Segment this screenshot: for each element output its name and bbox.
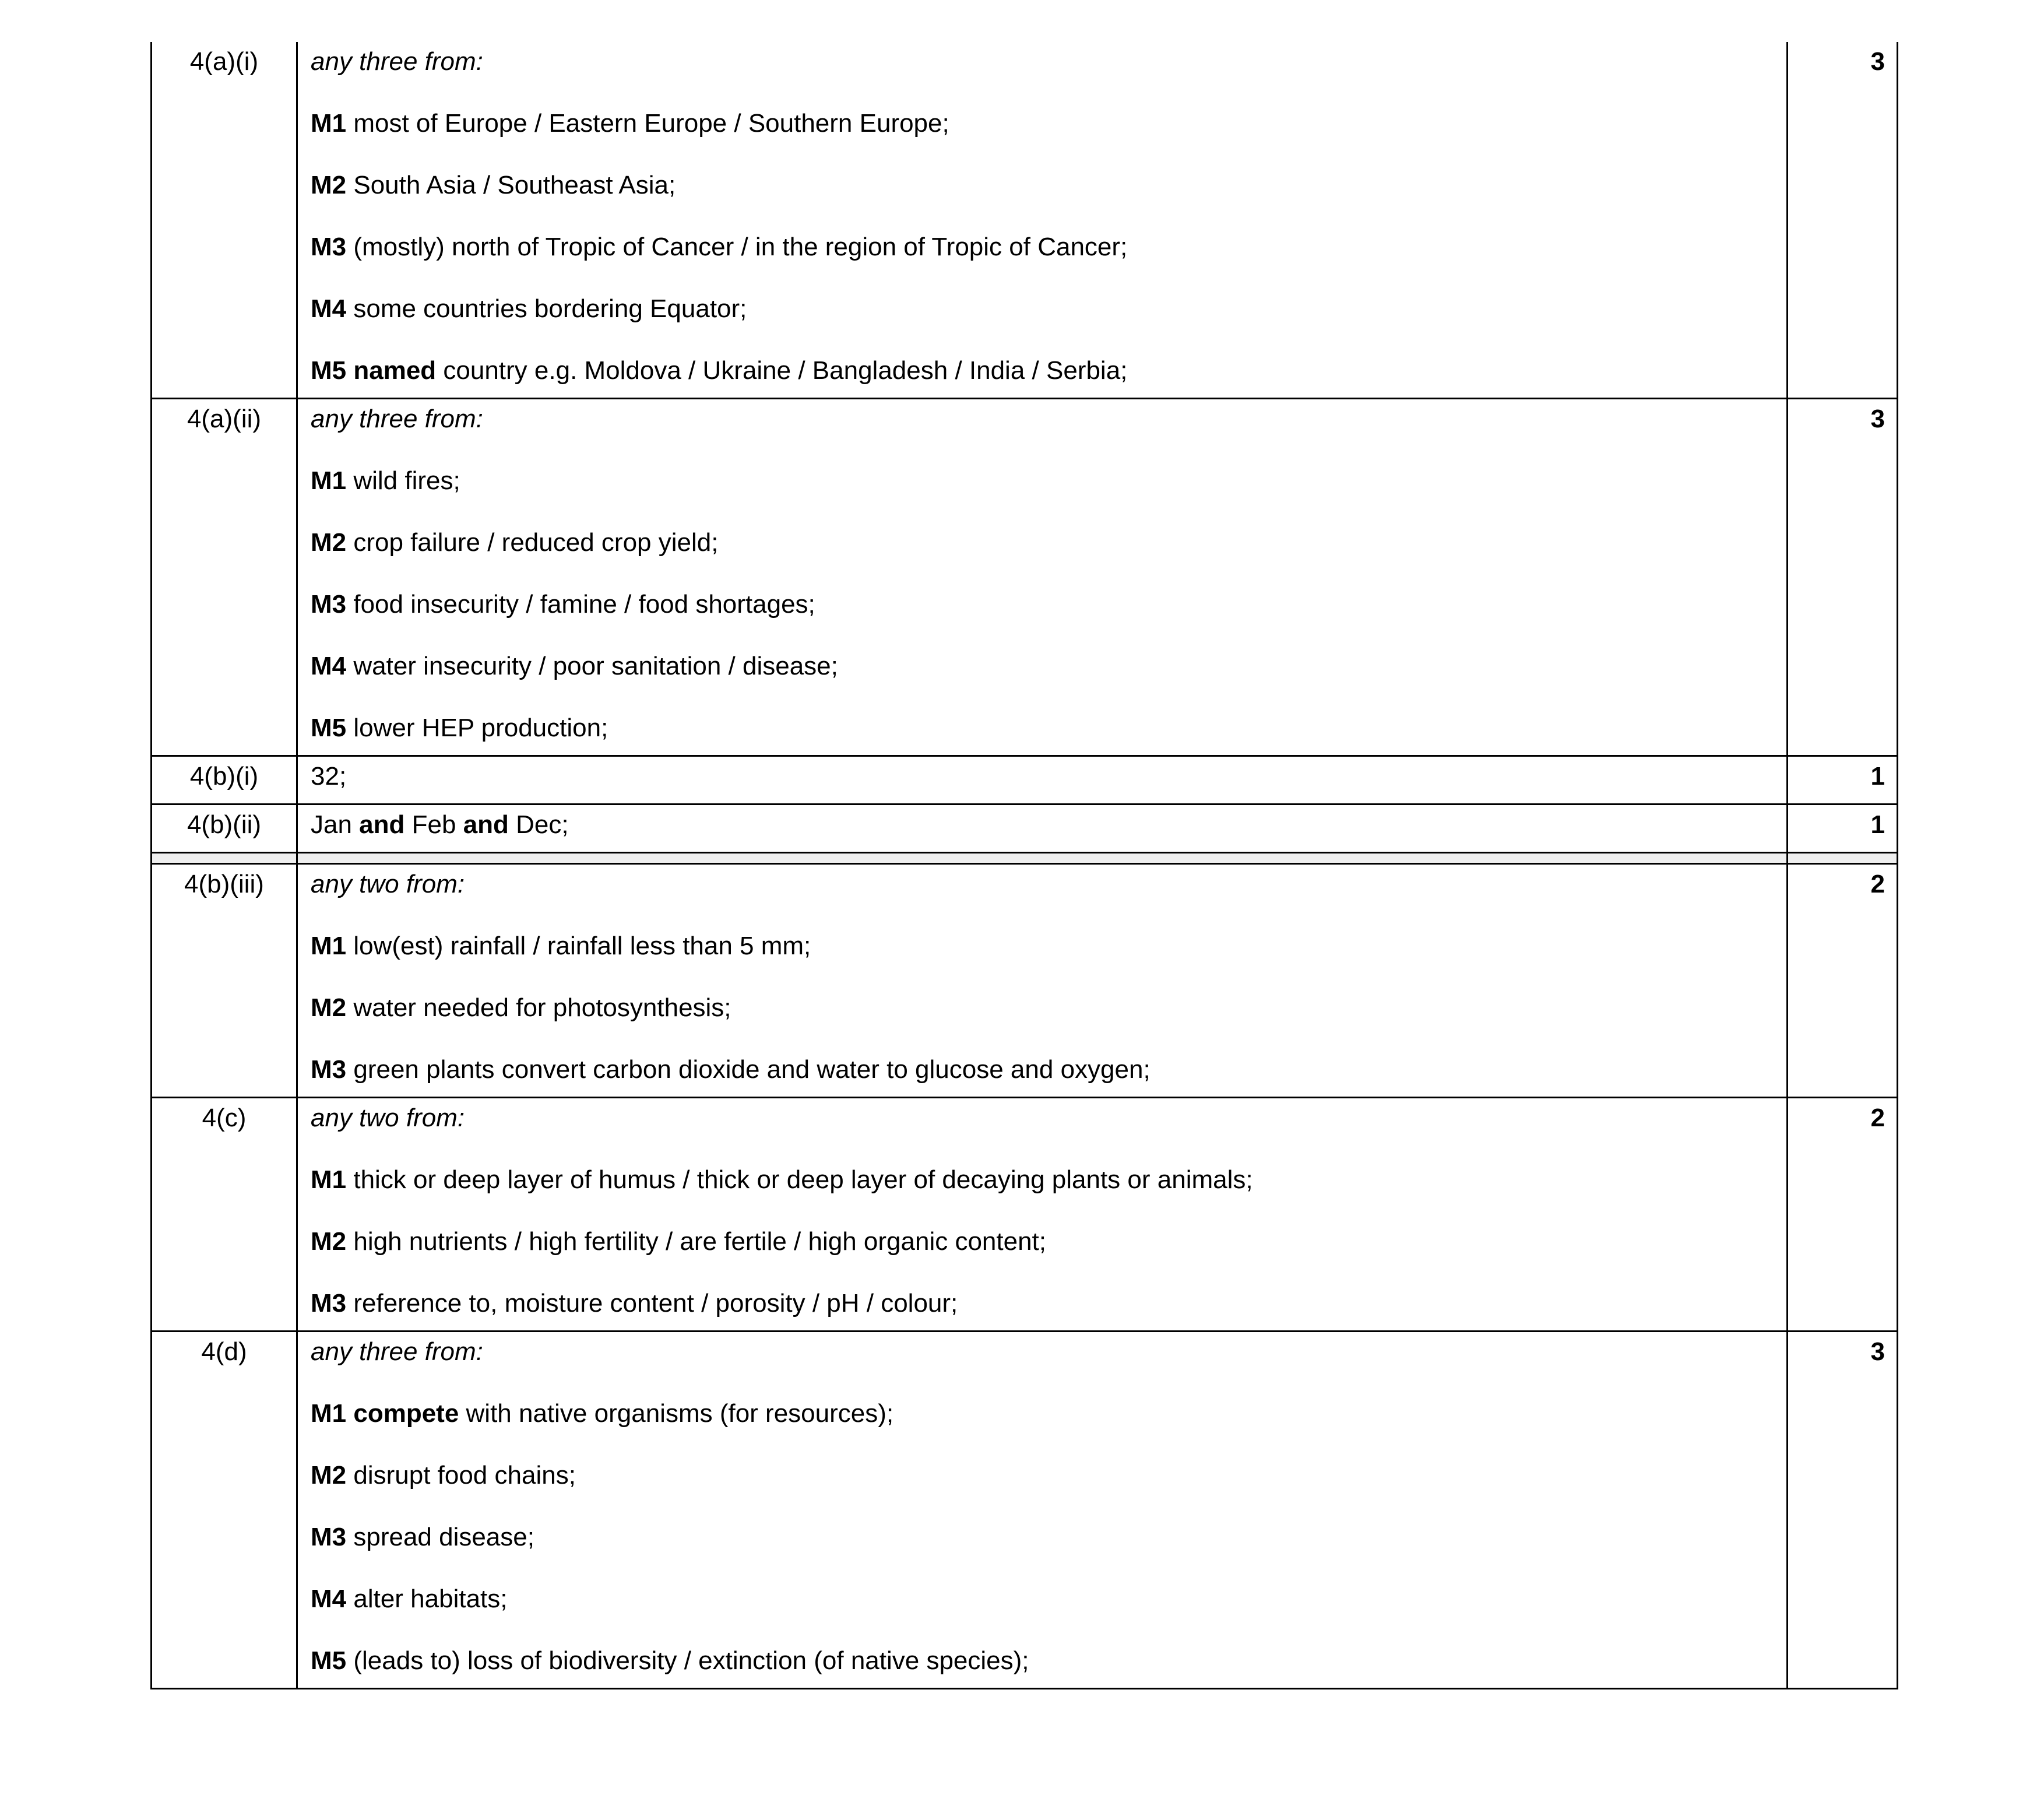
- marks-cell: [1788, 42, 1898, 399]
- mark-point-text: (leads to) loss of biodiversity / extinction (of native species);: [346, 1646, 1029, 1675]
- mark-point: [311, 993, 1786, 1055]
- question-number-cell: [152, 756, 297, 805]
- question-number-cell: [152, 399, 297, 756]
- answer-part: Jan: [311, 810, 360, 839]
- mark-point: [311, 713, 1786, 749]
- mark-point-label: M3: [311, 1055, 347, 1084]
- question-number: 4(c): [202, 1104, 247, 1132]
- mark-point-label: M1: [311, 466, 347, 495]
- mark-point-text: thick or deep layer of humus / thick or deep layer of decaying plants or animals;: [346, 1165, 1253, 1194]
- table-row: [152, 1332, 1898, 1689]
- lead-text: any three from:: [311, 47, 483, 76]
- mark-point: [311, 1584, 1786, 1646]
- mark-point: [311, 528, 1786, 589]
- mark-scheme-page: [150, 42, 1897, 1689]
- marks-cell: [1788, 864, 1898, 1098]
- mark-point: [311, 1055, 1786, 1091]
- marks-value: 2: [1870, 1104, 1885, 1132]
- mark-point: [311, 1165, 1786, 1227]
- mark-point-label: M1: [311, 109, 347, 138]
- marks-value: 3: [1870, 47, 1885, 76]
- answer-connector: and: [463, 810, 509, 839]
- answer-part: Dec;: [508, 810, 569, 839]
- mark-point-label: M3: [311, 233, 347, 261]
- question-number: 4(b)(iii): [184, 870, 264, 898]
- answer-cell: [297, 756, 1788, 805]
- table-row: [152, 756, 1898, 805]
- mark-point-text: South Asia / Southeast Asia;: [346, 171, 676, 199]
- marks-value: 2: [1870, 870, 1885, 898]
- mark-scheme-table: [150, 42, 1898, 1689]
- mark-point: [311, 294, 1786, 356]
- marks-value: 1: [1870, 762, 1885, 791]
- mark-point-text: with native organisms (for resources);: [459, 1399, 894, 1428]
- question-number: 4(b)(ii): [187, 810, 262, 839]
- mark-point-text: spread disease;: [346, 1523, 534, 1551]
- mark-point-emphasis: named: [346, 356, 437, 385]
- mark-point-label: M5: [311, 714, 347, 742]
- marks-cell: [1788, 805, 1898, 853]
- mark-point: [311, 466, 1786, 528]
- mark-point: [311, 651, 1786, 713]
- mark-point-emphasis: compete: [346, 1399, 459, 1428]
- mark-point: [311, 1646, 1786, 1682]
- mark-point-label: M5: [311, 1646, 347, 1675]
- lead-text: any two from:: [311, 870, 465, 898]
- mark-point-text: disrupt food chains;: [346, 1461, 576, 1490]
- mark-point-label: M3: [311, 1523, 347, 1551]
- answer-cell: [297, 399, 1788, 756]
- mark-point-text: country e.g. Moldova / Ukraine / Bangladesh / India / Serbia;: [436, 356, 1128, 385]
- answer-part: Feb: [404, 810, 463, 839]
- table-row: [152, 42, 1898, 399]
- answer-cell: [297, 42, 1788, 399]
- question-number: 4(d): [201, 1337, 247, 1366]
- marks-value: 3: [1870, 1337, 1885, 1366]
- mark-point-text: high nutrients / high fertility / are fertile / high organic content;: [346, 1227, 1046, 1256]
- table-row: [152, 805, 1898, 853]
- mark-point-label: M2: [311, 1227, 347, 1256]
- mark-point-text: (mostly) north of Tropic of Cancer / in the region of Tropic of Cancer;: [346, 233, 1128, 261]
- answer-text: [311, 810, 1786, 846]
- mark-point-label: M5: [311, 356, 347, 385]
- marks-cell: [1788, 1332, 1898, 1689]
- mark-point-text: reference to, moisture content / porosity / pH / colour;: [346, 1289, 958, 1318]
- mark-point-text: most of Europe / Eastern Europe / Southern Europe;: [346, 109, 949, 138]
- mark-point-label: M1: [311, 1399, 347, 1428]
- separator-cell: [1788, 853, 1898, 864]
- mark-point: [311, 589, 1786, 651]
- mark-point-text: green plants convert carbon dioxide and water to glucose and oxygen;: [346, 1055, 1151, 1084]
- question-number: 4(b)(i): [189, 762, 259, 791]
- mark-point: [311, 931, 1786, 993]
- lead-text: any two from:: [311, 1104, 465, 1132]
- mark-point-label: M4: [311, 294, 347, 323]
- answer-text: 32;: [311, 762, 347, 791]
- mark-point-text: some countries bordering Equator;: [346, 294, 747, 323]
- separator-cell: [152, 853, 297, 864]
- lead-text: any three from:: [311, 1337, 483, 1366]
- mark-point: [311, 170, 1786, 232]
- answer-cell: [297, 1098, 1788, 1332]
- question-number: 4(a)(i): [189, 47, 259, 76]
- mark-point-label: M2: [311, 171, 347, 199]
- mark-point: [311, 232, 1786, 294]
- table-row: [152, 864, 1898, 1098]
- mark-point-text: crop failure / reduced crop yield;: [346, 528, 719, 557]
- mark-point-label: M2: [311, 993, 347, 1022]
- mark-point-text: lower HEP production;: [346, 714, 608, 742]
- marks-value: 3: [1870, 405, 1885, 433]
- table-row: [152, 399, 1898, 756]
- mark-point-label: M4: [311, 652, 347, 680]
- mark-point: [311, 1227, 1786, 1288]
- question-number: 4(a)(ii): [187, 405, 262, 433]
- mark-point-text: water needed for photosynthesis;: [346, 993, 731, 1022]
- mark-point: [311, 356, 1786, 392]
- question-number-cell: [152, 805, 297, 853]
- mark-point: [311, 1288, 1786, 1325]
- mark-point-label: M2: [311, 528, 347, 557]
- mark-point-text: water insecurity / poor sanitation / disease;: [346, 652, 838, 680]
- marks-cell: [1788, 399, 1898, 756]
- answer-cell: [297, 864, 1788, 1098]
- mark-point-label: M3: [311, 590, 347, 619]
- mark-point-label: M3: [311, 1289, 347, 1318]
- table-row: [152, 1098, 1898, 1332]
- question-number-cell: [152, 1098, 297, 1332]
- mark-point-text: low(est) rainfall / rainfall less than 5 mm;: [346, 932, 811, 960]
- answer-cell: [297, 805, 1788, 853]
- mark-point-label: M2: [311, 1461, 347, 1490]
- question-number-cell: [152, 42, 297, 399]
- page-break-separator: [152, 853, 1898, 864]
- mark-point: [311, 1460, 1786, 1522]
- mark-point-text: alter habitats;: [346, 1585, 508, 1613]
- mark-point-text: food insecurity / famine / food shortages;: [346, 590, 815, 619]
- lead-text: any three from:: [311, 405, 483, 433]
- mark-point-label: M1: [311, 932, 347, 960]
- marks-cell: [1788, 1098, 1898, 1332]
- mark-point: [311, 108, 1786, 170]
- mark-point: [311, 1522, 1786, 1584]
- answer-cell: [297, 1332, 1788, 1689]
- mark-point: [311, 1399, 1786, 1460]
- question-number-cell: [152, 1332, 297, 1689]
- question-number-cell: [152, 864, 297, 1098]
- separator-cell: [297, 853, 1788, 864]
- answer-connector: and: [359, 810, 405, 839]
- mark-point-label: M1: [311, 1165, 347, 1194]
- marks-cell: [1788, 756, 1898, 805]
- mark-point-label: M4: [311, 1585, 347, 1613]
- marks-value: 1: [1870, 810, 1885, 839]
- mark-point-text: wild fires;: [346, 466, 460, 495]
